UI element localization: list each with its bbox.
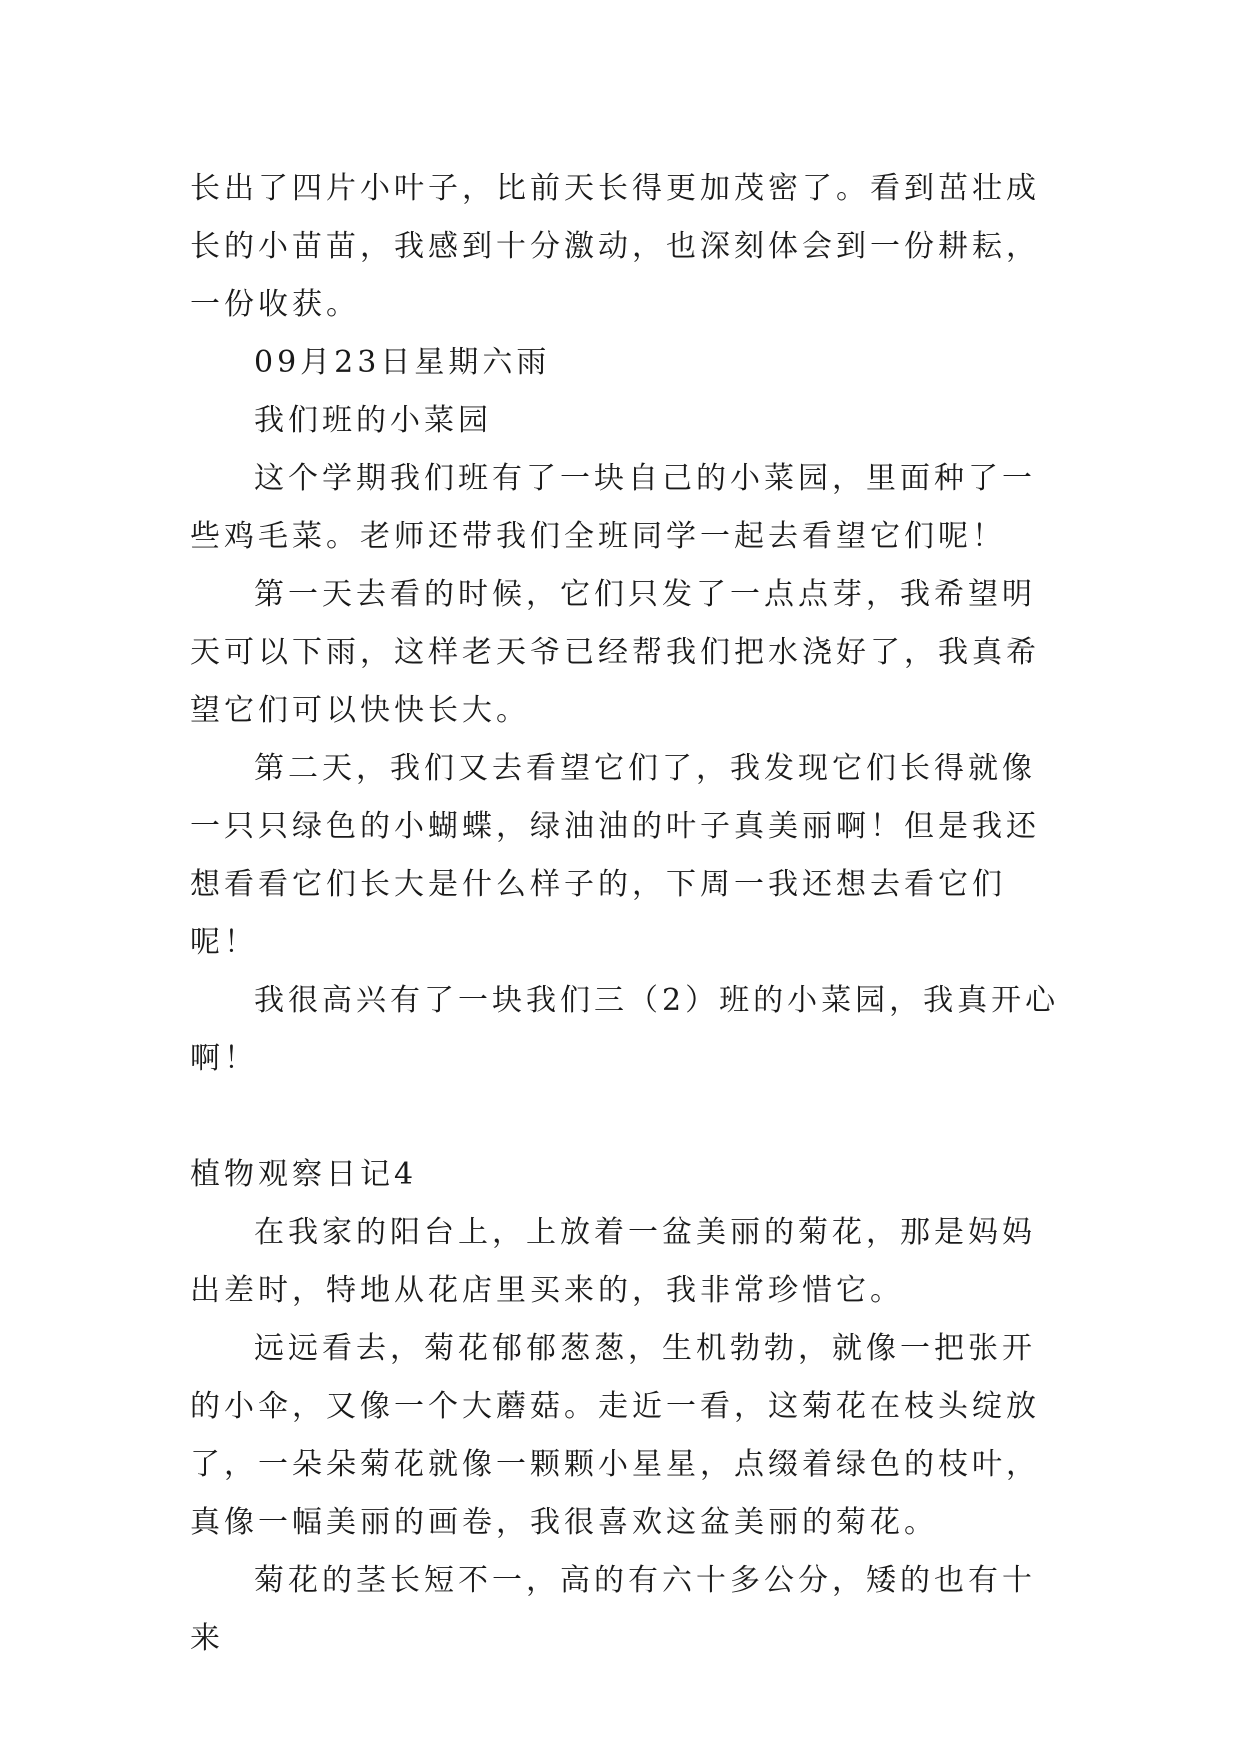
document-body	[190, 160, 1060, 1668]
diary-title: 我们班的小菜园	[254, 403, 492, 438]
paragraph: 远远看去，菊花郁郁葱葱，生机勃勃，就像一把张开的小伞，又像一个大蘑菇。走近一看，这菊花在枝头绽放了，一朵朵菊花就像一颗颗小星星，点缀着绿色的枝叶，真像一幅美丽的画卷，我很喜欢这盆美丽的菊花。	[190, 1331, 1040, 1540]
paragraph: 菊花的茎长短不一，高的有六十多公分，矮的也有十来	[190, 1563, 1036, 1656]
diary-date: 09月23日星期六雨	[254, 345, 551, 380]
paragraph: 第一天去看的时候，它们只发了一点点芽，我希望明天可以下雨，这样老天爷已经帮我们把水浇好了，我真希望它们可以快快长大。	[190, 577, 1040, 728]
paragraph: 第二天，我们又去看望它们了，我发现它们长得就像一只只绿色的小蝴蝶，绿油油的叶子真美丽啊！但是我还想看看它们长大是什么样子的，下周一我还想去看它们呢！	[190, 751, 1040, 960]
section-heading: 植物观察日记4	[190, 1157, 418, 1192]
paragraph: 在我家的阳台上，上放着一盆美丽的菊花，那是妈妈出差时，特地从花店里买来的，我非常珍惜它。	[190, 1215, 1036, 1308]
paragraph-continuation: 长出了四片小叶子，比前天长得更加茂密了。看到茁壮成长的小苗苗，我感到十分激动，也深刻体会到一份耕耘，一份收获。	[190, 171, 1040, 322]
paragraph: 我很高兴有了一块我们三（2）班的小菜园，我真开心啊！	[190, 983, 1060, 1076]
section-spacer	[190, 1088, 1060, 1146]
paragraph: 这个学期我们班有了一块自己的小菜园，里面种了一些鸡毛菜。老师还带我们全班同学一起去看望它们呢！	[190, 461, 1036, 554]
